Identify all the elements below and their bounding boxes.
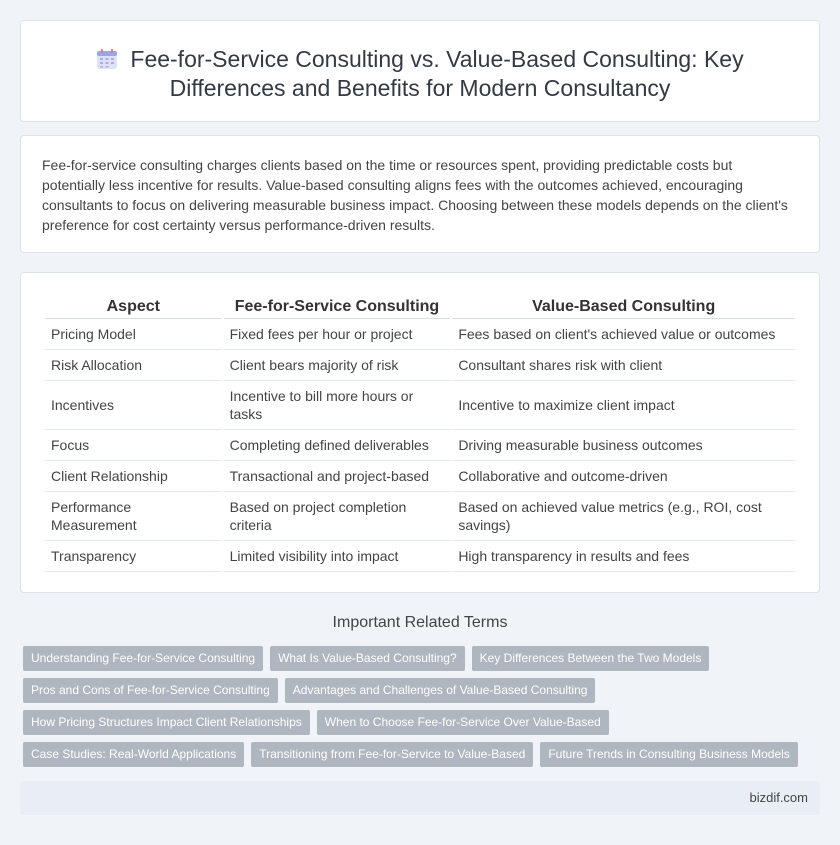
- related-terms-list: [23, 646, 813, 774]
- table-header-row: [45, 297, 795, 319]
- cell-fee-for-service: Completing defined deliverables: [224, 430, 451, 461]
- header-card: [20, 20, 820, 122]
- cell-value-based: Based on achieved value metrics (e.g., ROI, cost savings): [452, 492, 795, 541]
- table-row: [45, 350, 795, 381]
- cell-aspect: Client Relationship: [45, 461, 222, 492]
- related-term-tag[interactable]: Future Trends in Consulting Business Models: [540, 742, 797, 767]
- cell-aspect: Risk Allocation: [45, 350, 222, 381]
- related-term-tag[interactable]: What Is Value-Based Consulting?: [270, 646, 465, 671]
- cell-value-based: Driving measurable business outcomes: [452, 430, 795, 461]
- cell-fee-for-service: Based on project completion criteria: [224, 492, 451, 541]
- header-aspect: Aspect: [45, 297, 222, 319]
- cell-fee-for-service: Limited visibility into impact: [224, 541, 451, 572]
- title-line-2: Differences and Benefits for Modern Consultancy: [169, 75, 671, 101]
- related-term-tag[interactable]: Case Studies: Real-World Applications: [23, 742, 244, 767]
- cell-aspect: Pricing Model: [45, 319, 222, 350]
- related-terms-title: Important Related Terms: [332, 614, 508, 631]
- cell-fee-for-service: Client bears majority of risk: [224, 350, 451, 381]
- related-term-tag[interactable]: When to Choose Fee-for-Service Over Value-Based: [317, 710, 609, 735]
- related-term-tag[interactable]: Key Differences Between the Two Models: [472, 646, 710, 671]
- table-row: [45, 541, 795, 572]
- related-term-tag[interactable]: Pros and Cons of Fee-for-Service Consulting: [23, 678, 278, 703]
- cell-value-based: Incentive to maximize client impact: [452, 381, 795, 430]
- cell-value-based: High transparency in results and fees: [452, 541, 795, 572]
- intro-text: Fee-for-service consulting charges clients based on the time or resources spent, providing predictable costs but potentially less incentive for results. Value-based consulting aligns fees with the outcomes achieved, encouraging consultants to focus on delivering measurable business impact. Choosing between these models depends on the client's preference for cost certainty versus performance-driven results.: [42, 157, 788, 233]
- cell-aspect: Performance Measurement: [45, 492, 222, 541]
- header-fee-for-service: Fee-for-Service Consulting: [224, 297, 451, 319]
- footer-brand[interactable]: bizdif.com: [749, 790, 808, 805]
- cell-aspect: Incentives: [45, 381, 222, 430]
- cell-aspect: Focus: [45, 430, 222, 461]
- title-line-1: Fee-for-Service Consulting vs. Value-Based Consulting: Key: [130, 46, 744, 72]
- page-title: [21, 45, 819, 103]
- cell-value-based: Fees based on client's achieved value or outcomes: [452, 319, 795, 350]
- cell-aspect: Transparency: [45, 541, 222, 572]
- table-row: [45, 461, 795, 492]
- related-term-tag[interactable]: Transitioning from Fee-for-Service to Value-Based: [251, 742, 533, 767]
- related-term-tag[interactable]: Advantages and Challenges of Value-Based Consulting: [285, 678, 596, 703]
- cell-fee-for-service: Incentive to bill more hours or tasks: [224, 381, 451, 430]
- comparison-table: [43, 297, 797, 572]
- footer: [20, 781, 820, 815]
- intro-card: [20, 135, 820, 253]
- cell-fee-for-service: Transactional and project-based: [224, 461, 451, 492]
- table-row: [45, 381, 795, 430]
- table-row: [45, 492, 795, 541]
- cell-value-based: Collaborative and outcome-driven: [452, 461, 795, 492]
- comparison-card: [20, 272, 820, 593]
- cell-value-based: Consultant shares risk with client: [452, 350, 795, 381]
- table-row: [45, 430, 795, 461]
- calendar-icon: [96, 48, 118, 70]
- table-row: [45, 319, 795, 350]
- related-term-tag[interactable]: Understanding Fee-for-Service Consulting: [23, 646, 263, 671]
- cell-fee-for-service: Fixed fees per hour or project: [224, 319, 451, 350]
- header-value-based: Value-Based Consulting: [452, 297, 795, 319]
- related-term-tag[interactable]: How Pricing Structures Impact Client Relationships: [23, 710, 310, 735]
